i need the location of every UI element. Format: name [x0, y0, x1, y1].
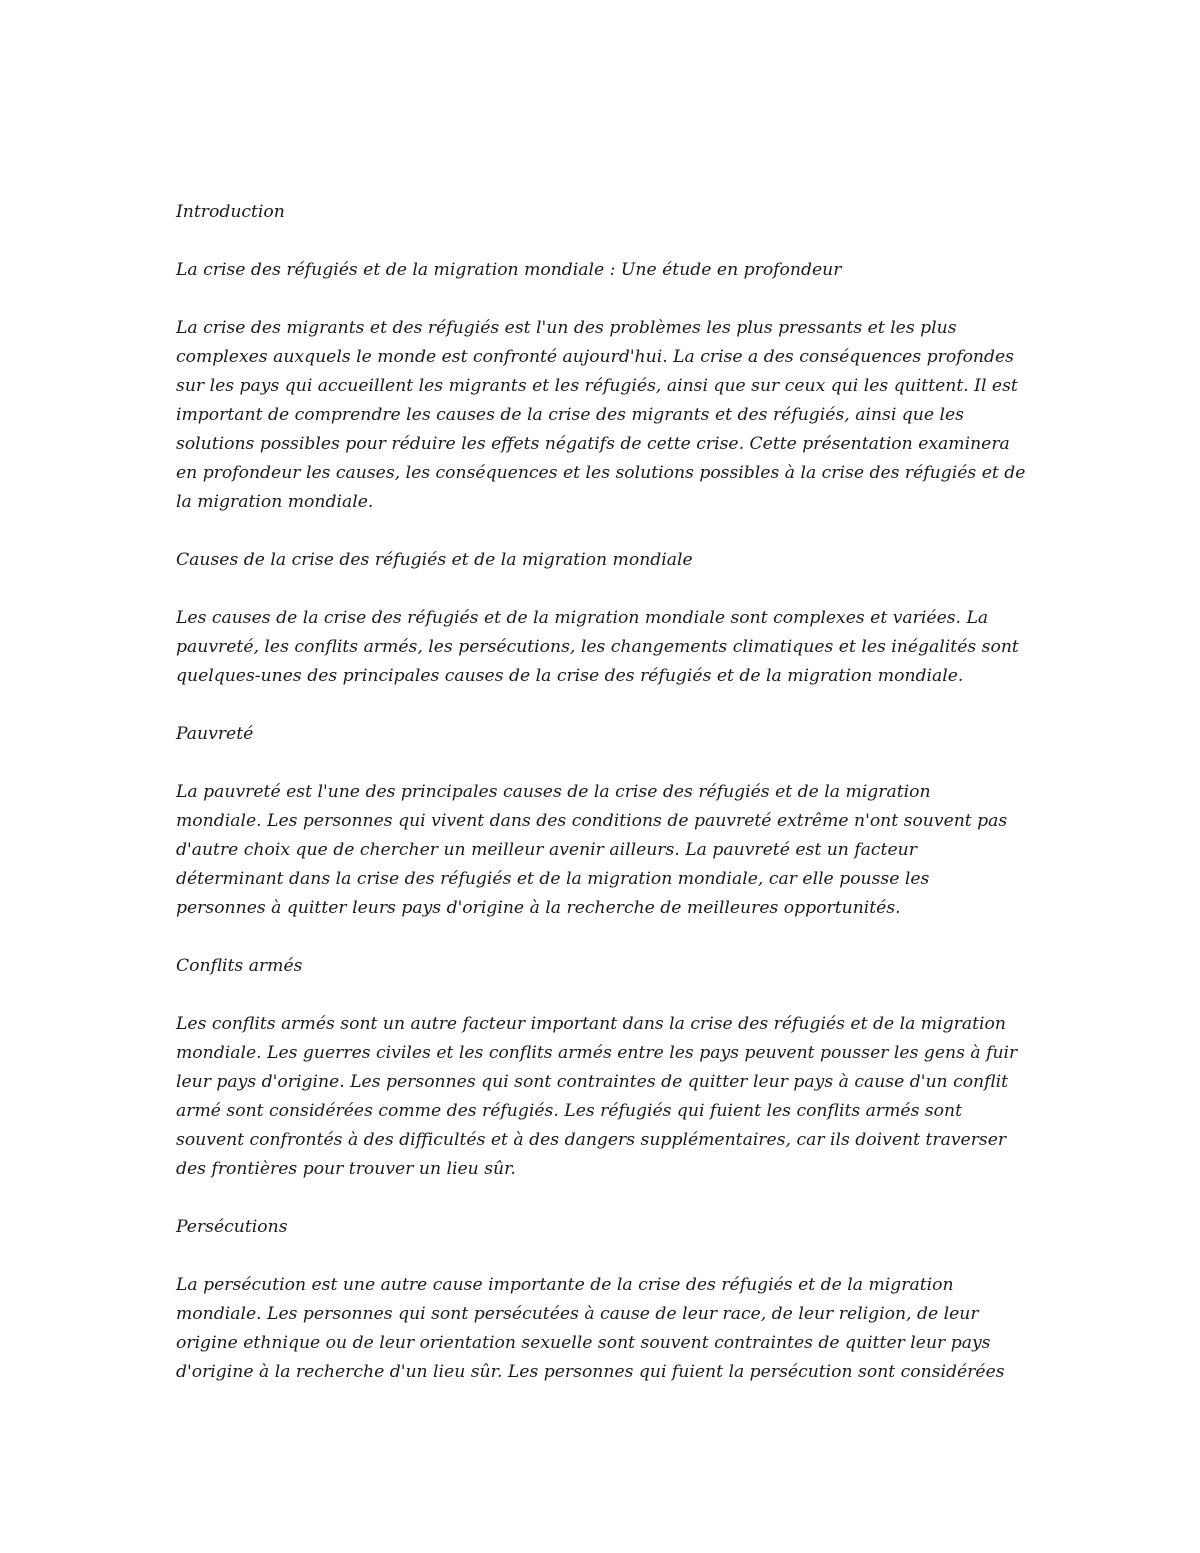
- conflicts-paragraph: [176, 1010, 1026, 1184]
- paragraph-line: sur les pays qui accueillent les migrants et les réfugiés, ainsi que sur ceux qui les quittent. Il est: [176, 376, 1018, 396]
- causes-paragraph: [176, 604, 1026, 691]
- paragraph-line: solutions possibles pour réduire les effets négatifs de cette crise. Cette présentation examinera: [176, 434, 1010, 454]
- poverty-heading: Pauvreté: [176, 724, 254, 744]
- paragraph-line: mondiale. Les guerres civiles et les conflits armés entre les pays peuvent pousser les gens à fuir: [176, 1043, 1018, 1063]
- paragraph-line: la migration mondiale.: [176, 492, 374, 512]
- document-title: La crise des réfugiés et de la migration mondiale : Une étude en profondeur: [176, 260, 842, 280]
- paragraph-line: déterminant dans la crise des réfugiés et de la migration mondiale, car elle pousse les: [176, 869, 930, 889]
- paragraph-line: complexes auxquels le monde est confronté aujourd'hui. La crise a des conséquences profondes: [176, 347, 1014, 367]
- introduction-heading: Introduction: [176, 202, 285, 222]
- paragraph-line: quelques-unes des principales causes de la crise des réfugiés et de la migration mondiale.: [176, 666, 964, 686]
- conflicts-heading: Conflits armés: [176, 956, 303, 976]
- paragraph-line: La persécution est une autre cause importante de la crise des réfugiés et de la migration: [176, 1275, 954, 1295]
- paragraph-line: mondiale. Les personnes qui vivent dans des conditions de pauvreté extrême n'ont souvent pas: [176, 811, 1008, 831]
- paragraph-line: La crise des migrants et des réfugiés est l'un des problèmes les plus pressants et les plus: [176, 318, 957, 338]
- paragraph-line: La pauvreté est l'une des principales causes de la crise des réfugiés et de la migration: [176, 782, 931, 802]
- persecution-heading: Persécutions: [176, 1217, 288, 1237]
- paragraph-line: pauvreté, les conflits armés, les persécutions, les changements climatiques et les inégalités sont: [176, 637, 1019, 657]
- paragraph-line: souvent confrontés à des difficultés et à des dangers supplémentaires, car ils doivent traverser: [176, 1130, 1007, 1150]
- paragraph-line: en profondeur les causes, les conséquences et les solutions possibles à la crise des réfugiés et de: [176, 463, 1026, 483]
- paragraph-line: armé sont considérées comme des réfugiés. Les réfugiés qui fuient les conflits armés sont: [176, 1101, 963, 1121]
- poverty-paragraph: [176, 778, 1026, 923]
- intro-paragraph: [176, 314, 1026, 517]
- paragraph-line: leur pays d'origine. Les personnes qui sont contraintes de quitter leur pays à cause d'un conflit: [176, 1072, 1008, 1092]
- paragraph-line: d'autre choix que de chercher un meilleur avenir ailleurs. La pauvreté est un facteur: [176, 840, 917, 860]
- paragraph-line: des frontières pour trouver un lieu sûr.: [176, 1159, 516, 1179]
- paragraph-line: personnes à quitter leurs pays d'origine à la recherche de meilleures opportunités.: [176, 898, 901, 918]
- causes-heading: Causes de la crise des réfugiés et de la migration mondiale: [176, 550, 693, 570]
- paragraph-line: important de comprendre les causes de la crise des migrants et des réfugiés, ainsi que les: [176, 405, 964, 425]
- persecution-paragraph: [176, 1271, 1026, 1387]
- paragraph-line: Les conflits armés sont un autre facteur important dans la crise des réfugiés et de la migration: [176, 1014, 1006, 1034]
- paragraph-line: d'origine à la recherche d'un lieu sûr. Les personnes qui fuient la persécution sont considérées: [176, 1362, 1005, 1382]
- paragraph-line: Les causes de la crise des réfugiés et de la migration mondiale sont complexes et variées. La: [176, 608, 989, 628]
- document-body: [176, 198, 1026, 1416]
- paragraph-line: mondiale. Les personnes qui sont persécutées à cause de leur race, de leur religion, de leur: [176, 1304, 979, 1324]
- paragraph-line: origine ethnique ou de leur orientation sexuelle sont souvent contraintes de quitter leur pays: [176, 1333, 991, 1353]
